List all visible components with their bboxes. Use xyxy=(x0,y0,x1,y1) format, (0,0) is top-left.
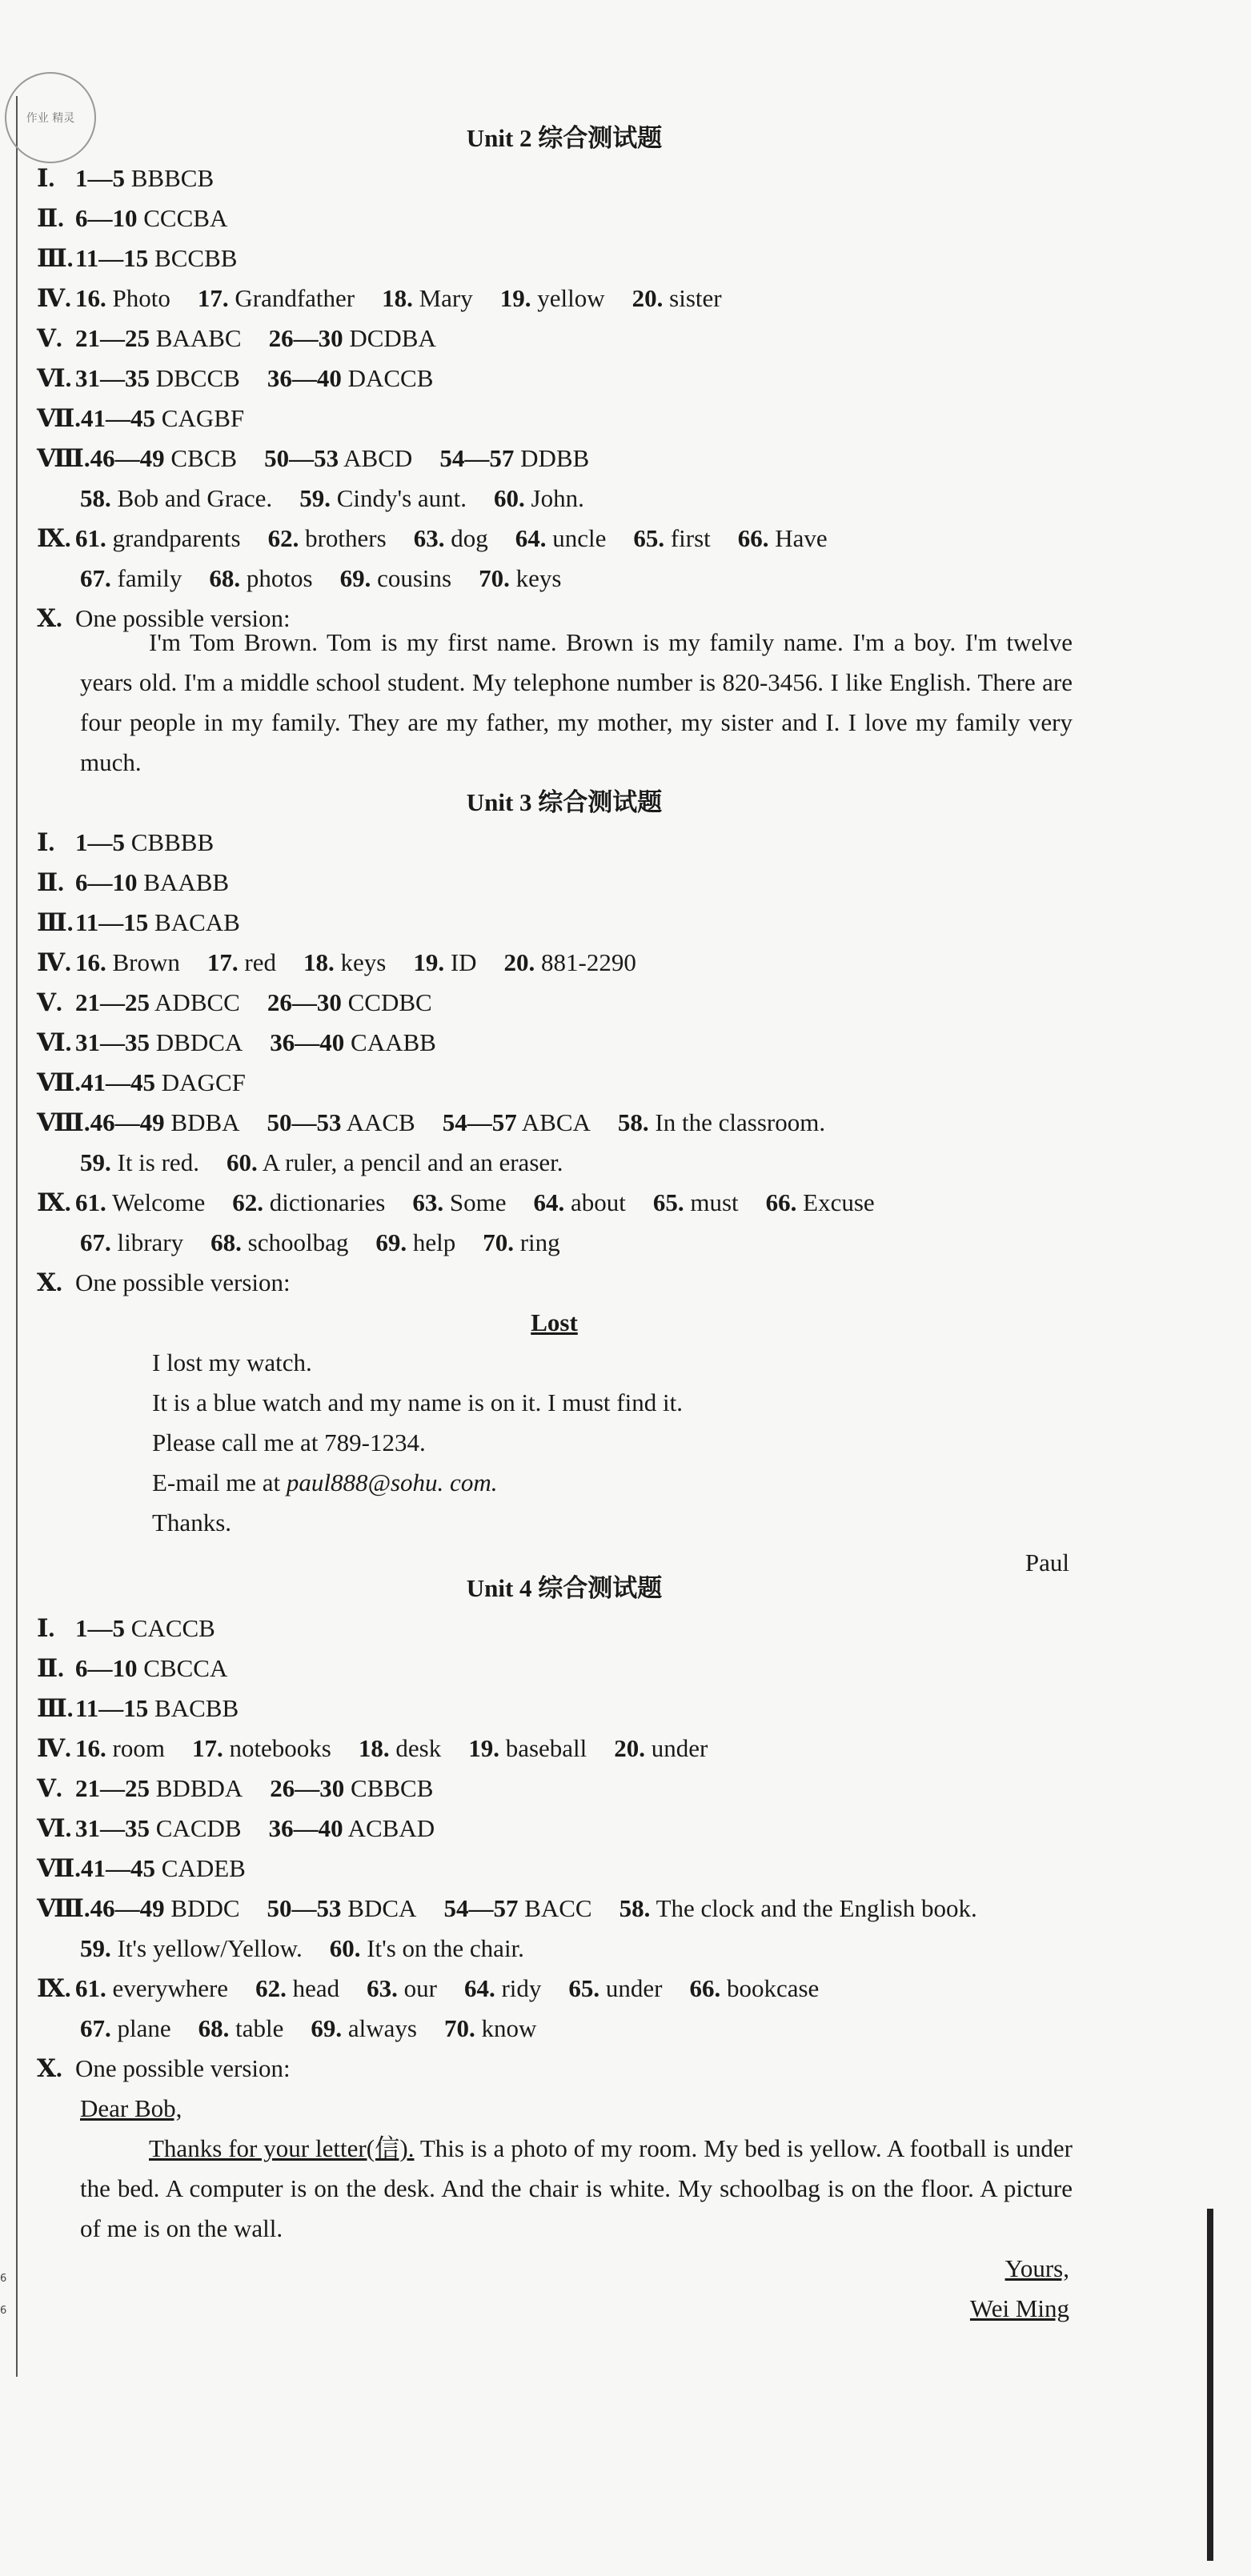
question-number: 64. xyxy=(515,524,547,552)
question-number: 66. xyxy=(689,1974,721,2002)
question-number: 16. xyxy=(75,284,106,312)
notice-title: Lost xyxy=(531,1308,578,1336)
answer-line xyxy=(80,1223,560,1263)
margin-mark: 6 xyxy=(0,2273,7,2285)
section-numeral: Ⅱ. xyxy=(37,868,64,896)
answer-text: under xyxy=(605,1974,663,2002)
answer-text: It is red. xyxy=(117,1148,199,1176)
question-number: 64. xyxy=(463,1974,495,2002)
answer-line xyxy=(37,1849,246,1889)
question-number: 64. xyxy=(533,1188,565,1216)
answer-text: ADBCC xyxy=(154,988,240,1016)
answer-text: brothers xyxy=(305,524,387,552)
section-numeral: Ⅰ. xyxy=(37,828,55,856)
question-number: 18. xyxy=(382,284,413,312)
answer-text: BAABC xyxy=(155,324,242,352)
answer-text: library xyxy=(117,1228,184,1256)
question-number: 62. xyxy=(255,1974,287,2002)
answer-line xyxy=(37,1769,433,1809)
answer-text: CBCCA xyxy=(143,1654,228,1682)
answer-text: help xyxy=(412,1228,456,1256)
question-number: 70. xyxy=(483,1228,514,1256)
question-number: 65. xyxy=(568,1974,600,2002)
question-number: 21—25 xyxy=(75,988,150,1016)
question-number: 41—45 xyxy=(81,404,156,432)
answer-text: keys xyxy=(340,948,387,976)
question-number: 50—53 xyxy=(267,1108,342,1136)
question-number: 11—15 xyxy=(75,244,149,272)
answer-text: must xyxy=(690,1188,739,1216)
question-number: 20. xyxy=(632,284,664,312)
question-number: 19. xyxy=(413,948,445,976)
answer-text: AACB xyxy=(346,1108,415,1136)
answer-text: It's on the chair. xyxy=(367,1934,524,1962)
answer-line xyxy=(37,983,432,1023)
answer-text: It's yellow/Yellow. xyxy=(117,1934,303,1962)
answer-text: BDBA xyxy=(170,1108,240,1136)
section-numeral: Ⅹ. xyxy=(37,604,62,632)
section-numeral: Ⅳ. xyxy=(37,284,71,312)
question-number: 59. xyxy=(80,1934,111,1962)
question-number: 6—10 xyxy=(75,868,138,896)
answer-text: Some xyxy=(449,1188,507,1216)
question-number: 20. xyxy=(503,948,535,976)
answer-text: schoolbag xyxy=(247,1228,349,1256)
section-numeral: Ⅸ. xyxy=(37,524,71,552)
answer-text: One possible version: xyxy=(75,1268,291,1296)
section-numeral: Ⅵ. xyxy=(37,1814,72,1842)
answer-line xyxy=(37,198,227,238)
question-number: 19. xyxy=(499,284,531,312)
question-number: 63. xyxy=(412,1188,444,1216)
question-number: 41—45 xyxy=(81,1068,156,1096)
question-number: 46—49 xyxy=(90,444,165,472)
answer-line xyxy=(80,479,584,519)
section-numeral: Ⅶ. xyxy=(37,1854,82,1882)
question-number: 50—53 xyxy=(267,1894,342,1922)
answer-line xyxy=(37,1263,291,1303)
answer-text: CADEB xyxy=(161,1854,246,1882)
answer-text: John. xyxy=(531,484,584,512)
section-numeral: Ⅴ. xyxy=(37,988,62,1016)
notice-signature: Paul xyxy=(1024,1548,1069,1576)
section-numeral: Ⅲ. xyxy=(37,1694,74,1722)
answer-line xyxy=(37,158,214,198)
answer-line xyxy=(37,863,229,903)
answer-text: DBCCB xyxy=(155,364,240,392)
letter-greeting: Dear Bob, xyxy=(80,2094,182,2122)
answer-line xyxy=(80,559,561,599)
section-numeral: Ⅷ. xyxy=(37,1894,90,1922)
question-number: 63. xyxy=(413,524,445,552)
question-number: 21—25 xyxy=(75,1774,150,1802)
answer-text: CBCB xyxy=(170,444,238,472)
answer-line xyxy=(37,399,244,439)
margin-mark: 6 xyxy=(0,2305,7,2317)
section-numeral: Ⅶ. xyxy=(37,1068,82,1096)
answer-text: DAGCF xyxy=(161,1068,246,1096)
unit-3-title: Unit 3 综合测试题 xyxy=(466,788,663,816)
question-number: 65. xyxy=(633,524,665,552)
answer-text: dictionaries xyxy=(269,1188,386,1216)
answer-text: ring xyxy=(519,1228,560,1256)
question-number: 66. xyxy=(737,524,769,552)
section-numeral: Ⅴ. xyxy=(37,1774,62,1802)
question-number: 46—49 xyxy=(90,1894,165,1922)
question-number: 54—57 xyxy=(439,444,515,472)
question-number: 1—5 xyxy=(75,828,125,856)
notice-line: It is a blue watch and my name is on it. I must find it. xyxy=(152,1388,683,1416)
question-number: 70. xyxy=(443,2014,475,2042)
question-number: 58. xyxy=(619,1894,651,1922)
answer-text: The clock and the English book. xyxy=(656,1894,977,1922)
section-numeral: Ⅲ. xyxy=(37,244,74,272)
answer-text: about xyxy=(570,1188,626,1216)
answer-text: CAGBF xyxy=(161,404,245,432)
question-number: 68. xyxy=(198,2014,230,2042)
question-number: 50—53 xyxy=(264,444,339,472)
answer-text: ACBAD xyxy=(347,1814,435,1842)
answer-text: CACDB xyxy=(155,1814,242,1842)
section-numeral: Ⅸ. xyxy=(37,1188,71,1216)
answer-text: cousins xyxy=(377,564,452,592)
answer-line xyxy=(37,2049,291,2089)
question-number: 31—35 xyxy=(75,364,150,392)
question-number: 62. xyxy=(267,524,299,552)
answer-line xyxy=(37,1649,227,1689)
answer-text: BCCBB xyxy=(154,244,238,272)
answer-text: Excuse xyxy=(803,1188,875,1216)
unit-2-essay: I'm Tom Brown. Tom is my first name. Brown is my family name. I'm a boy. I'm twelve years old. I'm a middle school student. My telephone number is 820-3456. I like English. There are four people in my family. They are my father, my mother, my sister and I. I love my family very much. xyxy=(80,628,1073,776)
question-number: 26—30 xyxy=(267,988,342,1016)
answer-text: DACCB xyxy=(347,364,434,392)
question-number: 11—15 xyxy=(75,908,149,936)
unit-4-title: Unit 4 综合测试题 xyxy=(466,1574,663,1602)
answer-line xyxy=(37,318,436,359)
section-numeral: Ⅰ. xyxy=(37,164,55,192)
answer-text: keys xyxy=(515,564,562,592)
section-numeral: Ⅵ. xyxy=(37,1028,72,1056)
question-number: 1—5 xyxy=(75,164,125,192)
notice-line: I lost my watch. xyxy=(152,1348,312,1376)
left-margin-line xyxy=(16,96,18,2377)
answer-text: DCDBA xyxy=(349,324,436,352)
answer-line xyxy=(37,1608,215,1649)
notice-thanks: Thanks. xyxy=(152,1508,232,1536)
answer-text: always xyxy=(347,2014,417,2042)
answer-text: room xyxy=(112,1734,165,1762)
question-number: 58. xyxy=(617,1108,649,1136)
answer-text: Photo xyxy=(112,284,170,312)
unit-2-title: Unit 2 综合测试题 xyxy=(466,124,663,152)
answer-text: under xyxy=(651,1734,708,1762)
answer-line xyxy=(37,943,636,983)
answer-line xyxy=(37,359,433,399)
answer-text: Have xyxy=(775,524,828,552)
question-number: 18. xyxy=(358,1734,390,1762)
letter-body: Thanks for your letter(信). This is a photo of my room. My bed is yellow. A football is under the bed. A computer is on the desk. And the chair is white. My schoolbag is on the floor. A picture of me is on the wall. xyxy=(80,2134,1073,2242)
letter-closing: Yours, xyxy=(1004,2254,1069,2282)
answer-line xyxy=(37,823,214,863)
question-number: 67. xyxy=(80,2014,111,2042)
section-numeral: Ⅲ. xyxy=(37,908,74,936)
answer-text: yellow xyxy=(537,284,605,312)
answer-text: Welcome xyxy=(111,1188,206,1216)
question-number: 18. xyxy=(303,948,335,976)
question-number: 41—45 xyxy=(81,1854,156,1882)
question-number: 11—15 xyxy=(75,1694,149,1722)
answer-text: notebooks xyxy=(229,1734,331,1762)
question-number: 54—57 xyxy=(442,1108,517,1136)
question-number: 26—30 xyxy=(270,1774,345,1802)
answer-text: BAABB xyxy=(143,868,230,896)
answer-text: know xyxy=(481,2014,537,2042)
question-number: 63. xyxy=(367,1974,398,2002)
answer-line xyxy=(80,1143,563,1183)
answer-text: dog xyxy=(451,524,488,552)
answer-text: BACC xyxy=(524,1894,592,1922)
question-number: 61. xyxy=(75,1188,106,1216)
question-number: 66. xyxy=(765,1188,797,1216)
answer-text: 881-2290 xyxy=(541,948,636,976)
answer-text: CCCBA xyxy=(143,204,228,232)
answer-line xyxy=(37,1063,246,1103)
letter-sender: Wei Ming xyxy=(969,2294,1069,2322)
answer-line xyxy=(37,903,240,943)
section-numeral: Ⅳ. xyxy=(37,948,71,976)
answer-line xyxy=(37,278,722,318)
answer-text: table xyxy=(235,2014,284,2042)
answer-text: sister xyxy=(669,284,722,312)
question-number: 70. xyxy=(479,564,510,592)
answer-text: CCDBC xyxy=(347,988,432,1016)
question-number: 17. xyxy=(206,948,239,976)
question-number: 62. xyxy=(232,1188,263,1216)
answer-text: CBBBB xyxy=(130,828,215,856)
section-numeral: Ⅹ. xyxy=(37,2054,62,2082)
answer-text: ridy xyxy=(501,1974,542,2002)
answer-text: BDCA xyxy=(347,1894,417,1922)
section-numeral: Ⅸ. xyxy=(37,1974,71,2002)
question-number: 61. xyxy=(75,524,106,552)
answer-text: BDDC xyxy=(170,1894,240,1922)
answer-line xyxy=(37,1183,875,1223)
answer-text: BACAB xyxy=(154,908,240,936)
question-number: 36—40 xyxy=(268,1814,343,1842)
question-number: 16. xyxy=(75,1734,106,1762)
notice-email-line: E-mail me at paul888@sohu. com. xyxy=(152,1468,498,1496)
section-numeral: Ⅹ. xyxy=(37,1268,62,1296)
question-number: 69. xyxy=(311,2014,343,2042)
answer-text: Brown xyxy=(112,948,180,976)
question-number: 19. xyxy=(468,1734,499,1762)
answer-text: uncle xyxy=(552,524,607,552)
answer-text: desk xyxy=(395,1734,442,1762)
answer-text: everywhere xyxy=(112,1974,229,2002)
question-number: 36—40 xyxy=(267,364,342,392)
answer-text: grandparents xyxy=(112,524,241,552)
question-number: 1—5 xyxy=(75,1614,125,1642)
question-number: 17. xyxy=(191,1734,223,1762)
section-numeral: Ⅰ. xyxy=(37,1614,55,1642)
answer-text: BACBB xyxy=(154,1694,239,1722)
answer-text: CAABB xyxy=(351,1028,436,1056)
answer-text: ID xyxy=(450,948,477,976)
question-number: 58. xyxy=(80,484,111,512)
answer-text: DBDCA xyxy=(155,1028,243,1056)
section-numeral: Ⅱ. xyxy=(37,1654,64,1682)
notice-line: Please call me at 789-1234. xyxy=(152,1428,426,1456)
answer-text: plane xyxy=(117,2014,171,2042)
answer-text: One possible version: xyxy=(75,604,291,632)
answer-text: baseball xyxy=(505,1734,587,1762)
question-number: 31—35 xyxy=(75,1028,150,1056)
question-number: 65. xyxy=(652,1188,684,1216)
question-number: 67. xyxy=(80,564,111,592)
question-number: 6—10 xyxy=(75,1654,138,1682)
answer-text: bookcase xyxy=(726,1974,820,2002)
answer-text: ABCA xyxy=(521,1108,591,1136)
answer-text: BDBDA xyxy=(155,1774,243,1802)
section-numeral: Ⅱ. xyxy=(37,204,64,232)
answer-line xyxy=(37,439,589,479)
question-number: 67. xyxy=(80,1228,111,1256)
right-edge-bar xyxy=(1207,2209,1213,2561)
question-number: 60. xyxy=(329,1934,361,1962)
section-numeral: Ⅳ. xyxy=(37,1734,71,1762)
answer-text: family xyxy=(117,564,182,592)
question-number: 68. xyxy=(211,1228,242,1256)
question-number: 20. xyxy=(614,1734,646,1762)
answer-line xyxy=(80,1929,524,1969)
question-number: 54—57 xyxy=(443,1894,519,1922)
question-number: 60. xyxy=(494,484,525,512)
question-number: 21—25 xyxy=(75,324,150,352)
watermark-stamp: 作业 精灵 xyxy=(5,72,96,163)
section-numeral: Ⅷ. xyxy=(37,444,90,472)
question-number: 61. xyxy=(75,1974,106,2002)
answer-line xyxy=(37,519,828,559)
question-number: 17. xyxy=(197,284,229,312)
answer-line xyxy=(37,1729,708,1769)
answer-text: our xyxy=(403,1974,437,2002)
answer-text: Bob and Grace. xyxy=(117,484,273,512)
question-number: 16. xyxy=(75,948,106,976)
question-number: 59. xyxy=(80,1148,111,1176)
answer-text: A ruler, a pencil and an eraser. xyxy=(262,1148,563,1176)
question-number: 69. xyxy=(375,1228,407,1256)
answer-text: DDBB xyxy=(520,444,590,472)
question-number: 46—49 xyxy=(90,1108,165,1136)
answer-text: CACCB xyxy=(130,1614,215,1642)
answer-text: red xyxy=(244,948,276,976)
answer-line xyxy=(37,1023,436,1063)
answer-line xyxy=(37,1889,977,1929)
answer-text: ABCD xyxy=(343,444,413,472)
question-number: 60. xyxy=(226,1148,258,1176)
section-numeral: Ⅵ. xyxy=(37,364,72,392)
answer-text: Mary xyxy=(419,284,473,312)
email-address: paul888@sohu. com. xyxy=(286,1468,498,1496)
section-numeral: Ⅷ. xyxy=(37,1108,90,1136)
answer-line xyxy=(37,1103,825,1143)
section-numeral: Ⅶ. xyxy=(37,404,82,432)
answer-text: Grandfather xyxy=(235,284,355,312)
answer-text: head xyxy=(292,1974,340,2002)
question-number: 68. xyxy=(209,564,241,592)
answer-line xyxy=(37,238,237,278)
answer-text: CBBCB xyxy=(351,1774,434,1802)
answer-line xyxy=(37,1689,239,1729)
question-number: 31—35 xyxy=(75,1814,150,1842)
question-number: 59. xyxy=(299,484,331,512)
answer-line xyxy=(80,2009,536,2049)
question-number: 69. xyxy=(339,564,371,592)
answer-text: BBBCB xyxy=(130,164,215,192)
answer-line xyxy=(37,1809,435,1849)
answer-text: One possible version: xyxy=(75,2054,291,2082)
question-number: 6—10 xyxy=(75,204,138,232)
question-number: 36—40 xyxy=(270,1028,345,1056)
answer-text: first xyxy=(670,524,711,552)
answer-text: In the classroom. xyxy=(655,1108,826,1136)
question-number: 26—30 xyxy=(268,324,343,352)
answer-text: Cindy's aunt. xyxy=(336,484,467,512)
answer-text: photos xyxy=(246,564,313,592)
section-numeral: Ⅴ. xyxy=(37,324,62,352)
answer-line xyxy=(37,1969,819,2009)
